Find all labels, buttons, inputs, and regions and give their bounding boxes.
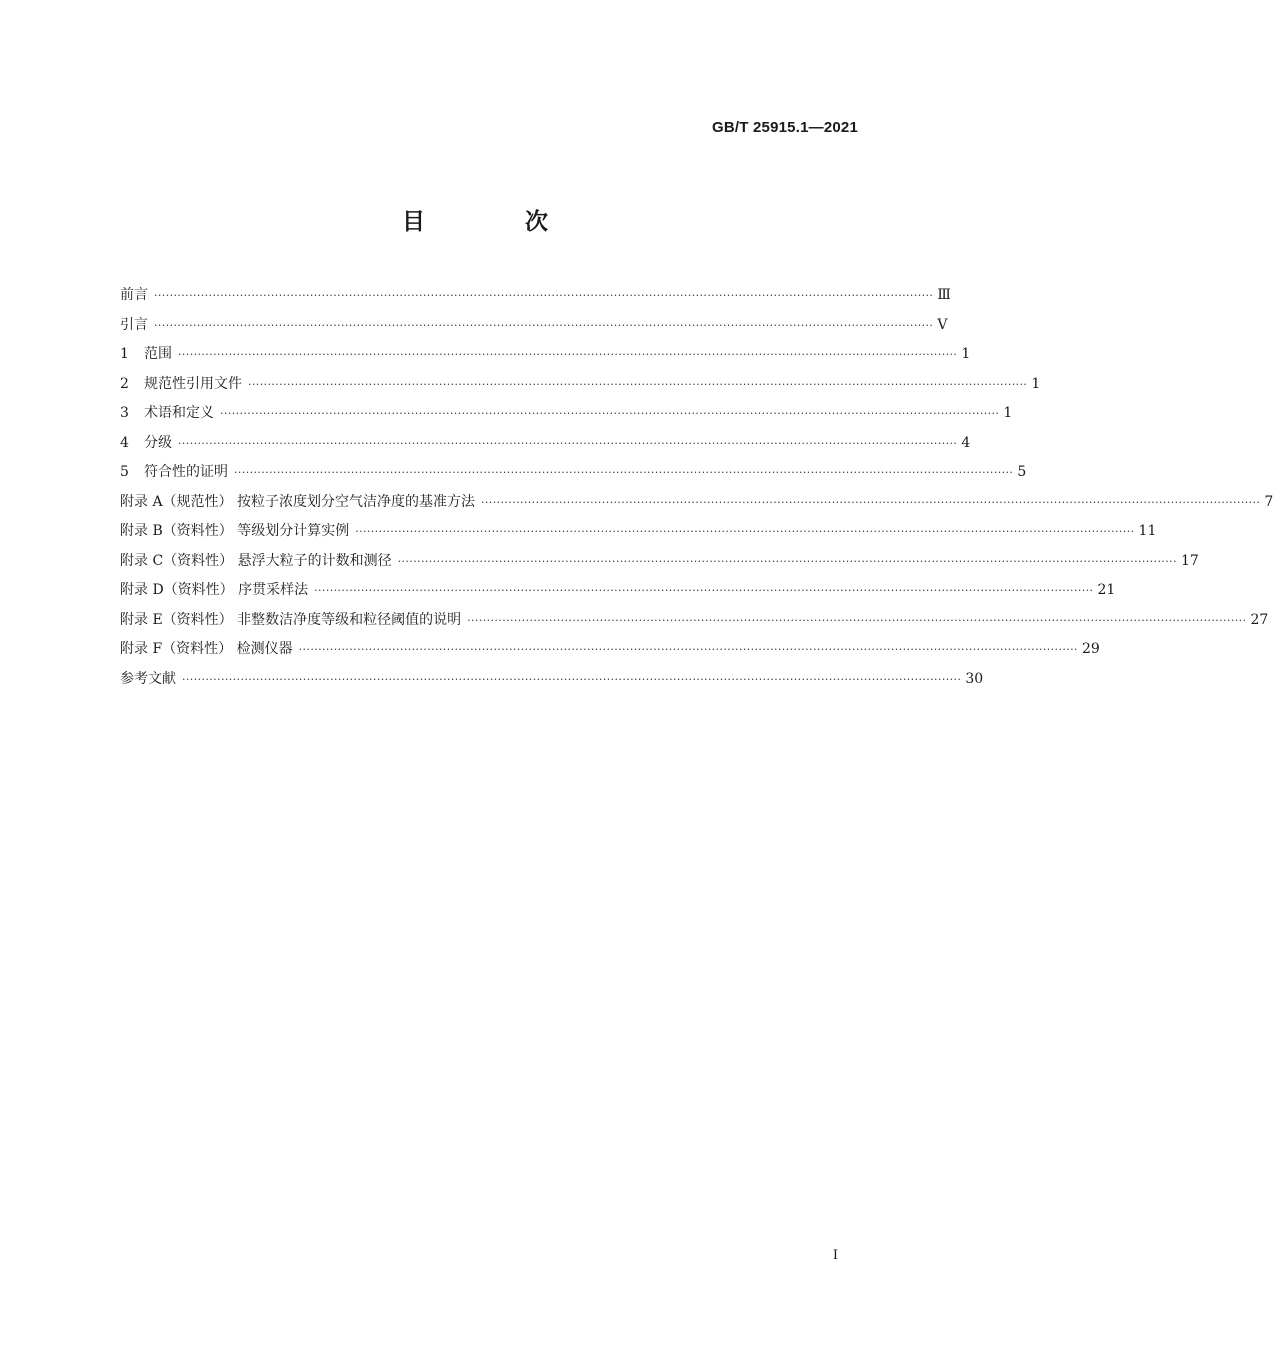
dot-leader: ········································································································································································································	[178, 348, 958, 361]
toc-entry-label: 附录 F（资料性） 检测仪器	[120, 641, 293, 657]
toc-entry-annex-f[interactable]	[120, 635, 1100, 665]
toc-entry-page: 17	[1180, 552, 1199, 569]
toc-entry-page: 5	[1017, 464, 1027, 480]
dot-leader: ········································································································································································································	[220, 407, 1000, 420]
toc-entry-page: 7	[1264, 493, 1273, 510]
toc-entry-label: 参考文献	[120, 670, 176, 687]
dot-leader: ········································································································································································································	[397, 554, 1177, 568]
toc-entry-label: 引言	[120, 316, 148, 333]
toc-entry-annex-b[interactable]	[120, 517, 1157, 547]
standard-code: GB/T 25915.1—2021	[712, 119, 858, 136]
toc-entry-foreword[interactable]	[120, 281, 951, 311]
toc-entry-label: 附录 B（资料性） 等级划分计算实例	[120, 523, 350, 539]
table-of-contents	[120, 281, 1273, 694]
dot-leader: ········································································································································································································	[481, 495, 1261, 509]
toc-entry-label: 分级	[144, 434, 172, 451]
page-title: 目 次	[401, 209, 594, 235]
toc-entry-label: 前言	[120, 287, 148, 303]
dot-leader: ········································································································································································································	[154, 318, 934, 332]
dot-leader: ········································································································································································································	[178, 436, 958, 450]
toc-entry-number: 5	[120, 464, 129, 480]
toc-entry-page: Ⅴ	[937, 316, 948, 333]
toc-entry-label: 附录 C（资料性） 悬浮大粒子的计数和测径	[120, 552, 392, 569]
toc-entry-annex-c[interactable]	[120, 547, 1199, 577]
toc-entry-number: 3	[120, 405, 129, 421]
dot-leader: ········································································································································································································	[467, 613, 1247, 627]
toc-entry-label: 附录 A（规范性） 按粒子浓度划分空气洁净度的基准方法	[120, 493, 476, 510]
toc-entry-terms-definitions[interactable]	[120, 399, 1013, 429]
toc-entry-page: 21	[1097, 582, 1116, 598]
toc-entry-label: 范围	[144, 346, 172, 362]
toc-entry-page: 29	[1081, 641, 1100, 657]
toc-entry-annex-d[interactable]	[120, 576, 1116, 606]
toc-entry-page: 27	[1250, 611, 1269, 628]
dot-leader: ········································································································································································································	[234, 466, 1014, 479]
toc-entry-number: 4	[120, 434, 129, 451]
toc-entry-annex-a[interactable]	[120, 488, 1273, 518]
toc-entry-demonstration-of-compliance[interactable]	[120, 458, 1027, 488]
page-number: I	[832, 1248, 838, 1263]
toc-entry-page: 1	[1031, 375, 1041, 392]
toc-entry-scope[interactable]	[120, 340, 971, 370]
toc-entry-label: 规范性引用文件	[144, 375, 242, 392]
toc-entry-label: 附录 E（资料性） 非整数洁净度等级和粒径阈值的说明	[120, 611, 462, 628]
toc-entry-number: 1	[120, 346, 129, 362]
toc-entry-annex-e[interactable]	[120, 606, 1269, 636]
toc-entry-page: 4	[961, 434, 971, 451]
toc-entry-page: 30	[965, 670, 984, 687]
toc-entry-label: 术语和定义	[144, 405, 214, 421]
toc-entry-label: 附录 D（资料性） 序贯采样法	[120, 582, 309, 598]
toc-entry-page: Ⅲ	[937, 287, 951, 303]
dot-leader: ········································································································································································································	[248, 377, 1028, 391]
toc-entry-number: 2	[120, 375, 129, 392]
dot-leader: ········································································································································································································	[154, 289, 934, 302]
toc-entry-page: 11	[1138, 523, 1157, 539]
toc-entry-normative-references[interactable]	[120, 370, 1041, 400]
toc-entry-page: 1	[1003, 405, 1013, 421]
toc-entry-label: 符合性的证明	[144, 464, 228, 480]
dot-leader: ········································································································································································································	[355, 525, 1135, 538]
toc-entry-bibliography[interactable]	[120, 665, 984, 695]
toc-entry-classification[interactable]	[120, 429, 971, 459]
toc-entry-introduction[interactable]	[120, 311, 948, 341]
toc-entry-page: 1	[961, 346, 971, 362]
dot-leader: ········································································································································································································	[314, 584, 1094, 597]
dot-leader: ········································································································································································································	[182, 672, 962, 686]
dot-leader: ········································································································································································································	[298, 643, 1078, 656]
